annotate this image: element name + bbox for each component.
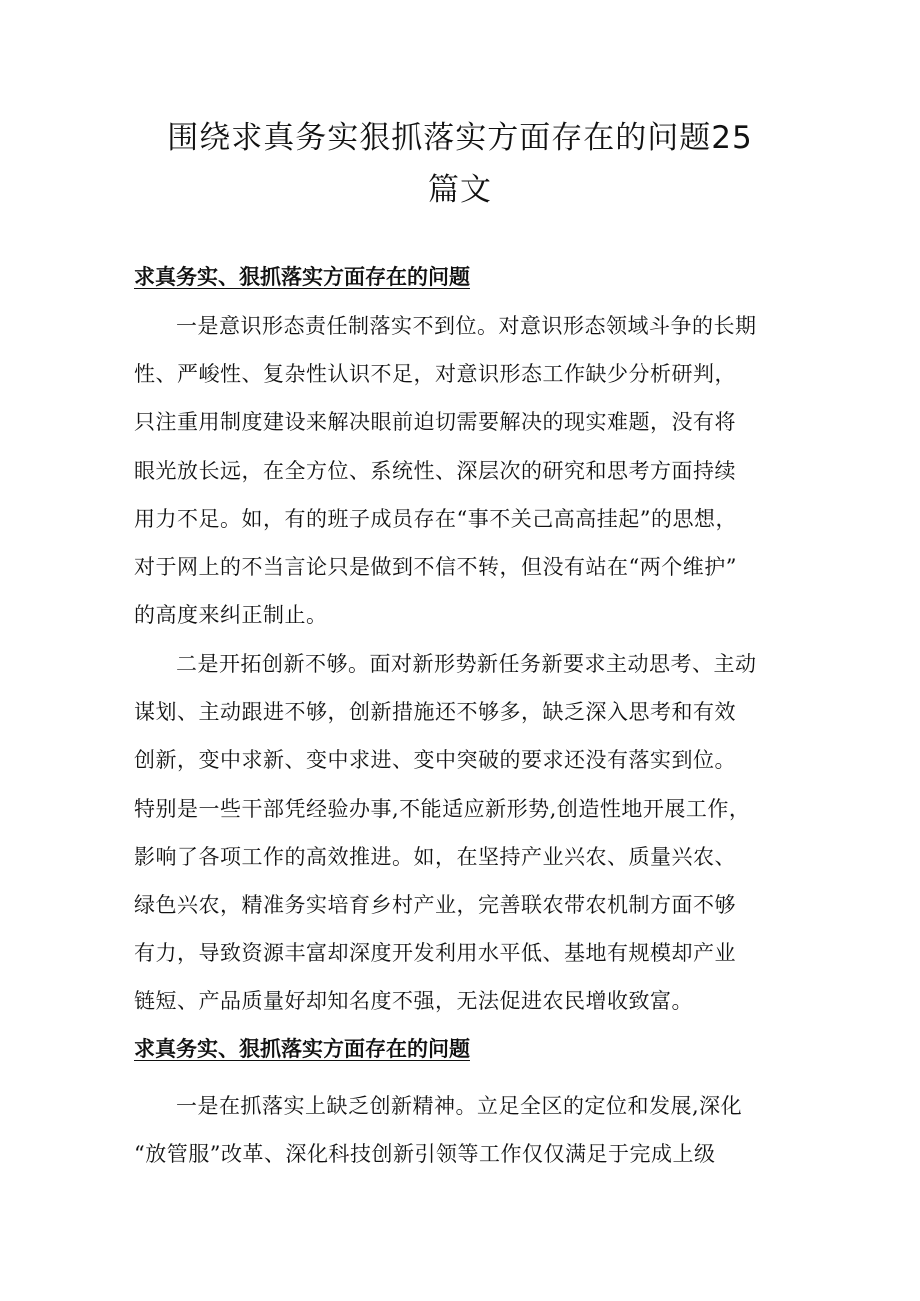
paragraph-line: 一是意识形态责任制落实不到位。对意识形态领域斗争的长期 <box>176 314 757 338</box>
paragraph-line: 的高度来纠正制止。 <box>134 603 328 628</box>
paragraph-line: 链短、产品质量好却知名度不强，无法促进农民增收致富。 <box>134 989 693 1014</box>
paragraph-line: 二是开拓创新不够。面对新形势新任务新要求主动思考、主动 <box>176 652 757 676</box>
paragraph-line: 创新，变中求新、变中求进、变中突破的要求还没有落实到位。 <box>134 748 736 773</box>
paragraph-line: 眼光放长远，在全方位、系统性、深层次的研究和思考方面持续 <box>134 458 736 483</box>
paragraph-line: 对于网上的不当言论只是做到不信不转，但没有站在“两个维护” <box>134 555 737 580</box>
section-heading-2: 求真务实、狠抓落实方面存在的问题 <box>134 1036 470 1061</box>
paragraph-line: 性、严峻性、复杂性认识不足，对意识形态工作缺少分析研判， <box>134 362 736 387</box>
paragraph-line: 有力，导致资源丰富却深度开发利用水平低、基地有规模却产业 <box>134 941 736 966</box>
paragraph-line: 只注重用制度建设来解决眼前迫切需要解决的现实难题，没有将 <box>134 410 736 435</box>
paragraph-line: 一是在抓落实上缺乏创新精神。立足全区的定位和发展,深化 <box>176 1094 743 1118</box>
paragraph-line: 特别是一些干部凭经验办事,不能适应新形势,创造性地开展工作， <box>134 796 751 821</box>
paragraph-line: 绿色兴农，精准务实培育乡村产业，完善联农带农机制方面不够 <box>134 893 736 918</box>
paragraph-3 <box>134 1082 790 1178</box>
paragraph-line: 用力不足。如，有的班子成员存在“事不关己高高挂起”的思想， <box>134 506 737 531</box>
title-line-1: 围绕求真务实狠抓落实方面存在的问题25 <box>167 120 753 156</box>
paragraph-line: “放管服”改革、深化科技创新引领等工作仅仅满足于完成上级 <box>134 1142 716 1167</box>
document-title <box>120 112 800 216</box>
section-heading-1: 求真务实、狠抓落实方面存在的问题 <box>134 264 470 289</box>
paragraph-line: 谋划、主动跟进不够，创新措施还不够多，缺乏深入思考和有效 <box>134 700 736 725</box>
paragraph-line: 影响了各项工作的高效推进。如，在坚持产业兴农、质量兴农、 <box>134 844 736 869</box>
paragraph-1 <box>134 302 790 639</box>
title-line-2: 篇文 <box>428 172 492 208</box>
paragraph-2 <box>134 640 790 1026</box>
